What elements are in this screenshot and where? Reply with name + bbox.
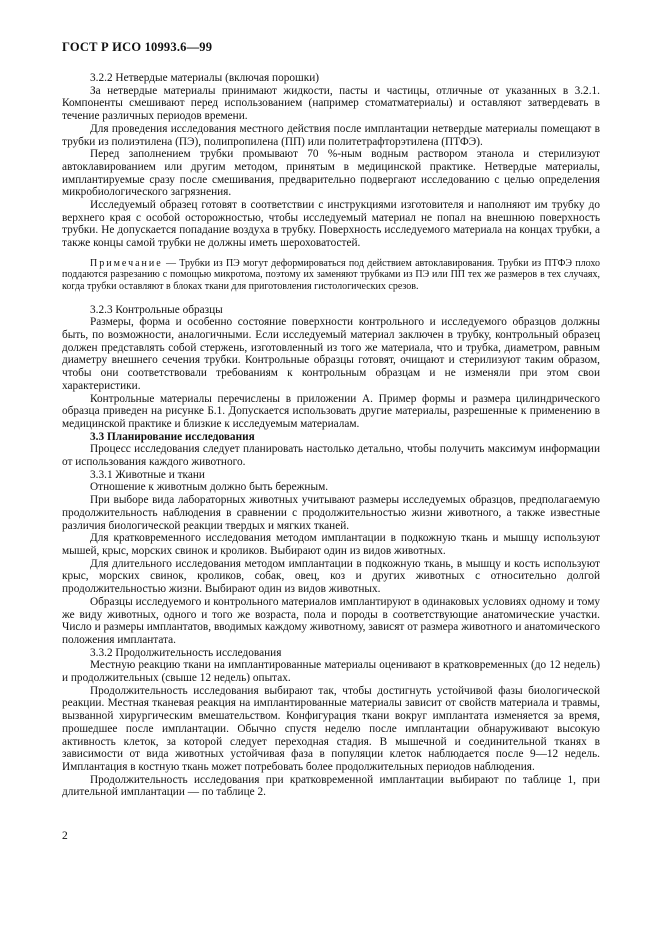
note-block <box>62 258 600 293</box>
paragraph: Для длительного исследования методом имплантации в подкожную ткань, в мышцу и кость используют крыс, морских свинок, кроликов, собак, овец, коз и других животных с относительно долгой продолжительностью жизни. Выбирают один из видов животных. <box>62 557 600 596</box>
paragraph: При выборе вида лабораторных животных учитывают размеры исследуемых образцов, предполагаемую продолжительность наблюдения в сравнении с продолжительностью жизни животного, а также известные различия биологической реакции твердых и мягких тканей. <box>62 494 600 532</box>
paragraph: Местную реакцию ткани на имплантированные материалы оценивают в кратковременных (до 12 недель) и продолжительных (свыше 12 недель) опытах. <box>62 659 600 685</box>
paragraph: Отношение к животным должно быть бережным. <box>90 481 329 494</box>
paragraph: За нетвердые материалы принимают жидкости, пасты и частицы, отличные от указанных в 3.2.1. Компоненты смешивают перед использованием (например стоматматериалы) и оставляют затвердевать в течение различных периодов времени. <box>62 84 600 123</box>
paragraph: Процесс исследования следует планировать настолько детально, чтобы получить максимум информации от использования каждого животного. <box>62 443 600 469</box>
section-heading-3-3: 3.3 Планирование исследования <box>90 430 255 443</box>
paragraph: Для кратковременного исследования методом имплантации в подкожную ткань и мышцу используют мышей, крыс, морских свинок и кроликов. Выбирают один из видов животных. <box>62 532 600 557</box>
paragraph: Для проведения исследования местного действия после имплантации нетвердые материалы помещают в трубки из полиэтилена (ПЭ), полипропилена (ПП) или политетрафторэтилена (ПТФЭ). <box>62 122 600 148</box>
paragraph: Размеры, форма и особенно состояние поверхности контрольного и исследуемого образцов должны быть, по возможности, аналогичными. Если исследуемый материал заключен в трубку, контрольный образец должен представлять собой стержень, изготовленный из того же материала, что и трубка, диаметром, равным диаметру внешнего сечения трубки. Контрольные образцы готовят, очищают и стерилизуют таким образом, чтобы они соответствовали требованиям к контрольным образцам и не изменяли при этом свои характеристики. <box>62 316 600 392</box>
section-heading-3-2-3: 3.2.3 Контрольные образцы <box>90 303 223 316</box>
paragraph: Образцы исследуемого и контрольного материалов имплантируют в одинаковых условиях одному и тому же виду животных, одного и того же возраста, пола и породы в соответствующие анатомические участки. Число и размеры имплантатов, вводимых каждому животному, зависят от размера животного и анатомического положения имплантата. <box>62 595 600 646</box>
paragraph: Продолжительность исследования при кратковременной имплантации выбирают по таблице 1, при длительной имплантации — по таблице 2. <box>62 773 600 799</box>
paragraph: Продолжительность исследования выбирают так, чтобы достигнуть устойчивой фазы биологической реакции. Местная тканевая реакция на имплантированные материалы зависит от свойств материала и травмы, вызванной хирургическим вмешательством. Конфигурация ткани вокруг имплантата изменяется за время, прошедшее после имплантации. Обычно спустя неделю после имплантации обнаруживают высокую активность клеток, за которой следует переходная стадия. В мышечной и соединительной тканях в зависимости от вида животных устойчивая фаза в популяции клеток наблюдается после 9—12 недель. Имплантация в костную ткань может потребовать более продолжительных периодов наблюдения. <box>62 684 600 773</box>
paragraph: Перед заполнением трубки промывают 70 %-ным водным раствором этанола и стерилизуют автоклавированием или другим методом, принятым в медицинской практике. Нетвердые материалы, имплантируемые сразу после смешивания, предварительно подвергают исследованию с целью определения микробиологического загрязнения. <box>62 148 600 199</box>
note-text: — Трубки из ПЭ могут деформироваться под действием автоклавирования. Трубки из ПТФЭ плохо поддаются разрезанию с помощью микротома, поэтому их заменяют трубками из ПЭ или ПП тех же размеров в тех случаях, когда трубки оставляют в блоках ткани для приготовления гистологических срезов. <box>62 257 600 293</box>
section-heading-3-3-2: 3.3.2 Продолжительность исследования <box>90 646 282 659</box>
note-label: Примечание <box>90 257 163 269</box>
document-body <box>62 72 600 799</box>
standard-header: ГОСТ Р ИСО 10993.6—99 <box>62 40 213 54</box>
section-heading-3-3-1: 3.3.1 Животные и ткани <box>90 468 205 481</box>
paragraph: Исследуемый образец готовят в соответствии с инструкциями изготовителя и наполняют им трубку до верхнего края с особой осторожностью, чтобы исследуемый материал не попал на внешнюю поверхность трубки. Не допускается попадание воздуха в трубку. Поверхность исследуемого материала на концах трубки, а также концы самой трубки не должны иметь шероховатостей. <box>62 199 600 250</box>
section-heading-3-2-2: 3.2.2 Нетвердые материалы (включая порошки) <box>90 72 320 84</box>
paragraph: Контрольные материалы перечислены в приложении А. Пример формы и размера цилиндрического образца приведен на рисунке Б.1. Допускается использовать другие материалы, разрешенные к применению в медицинской практике и близкие к исследуемым материалам. <box>62 392 600 430</box>
page-number: 2 <box>62 830 68 842</box>
